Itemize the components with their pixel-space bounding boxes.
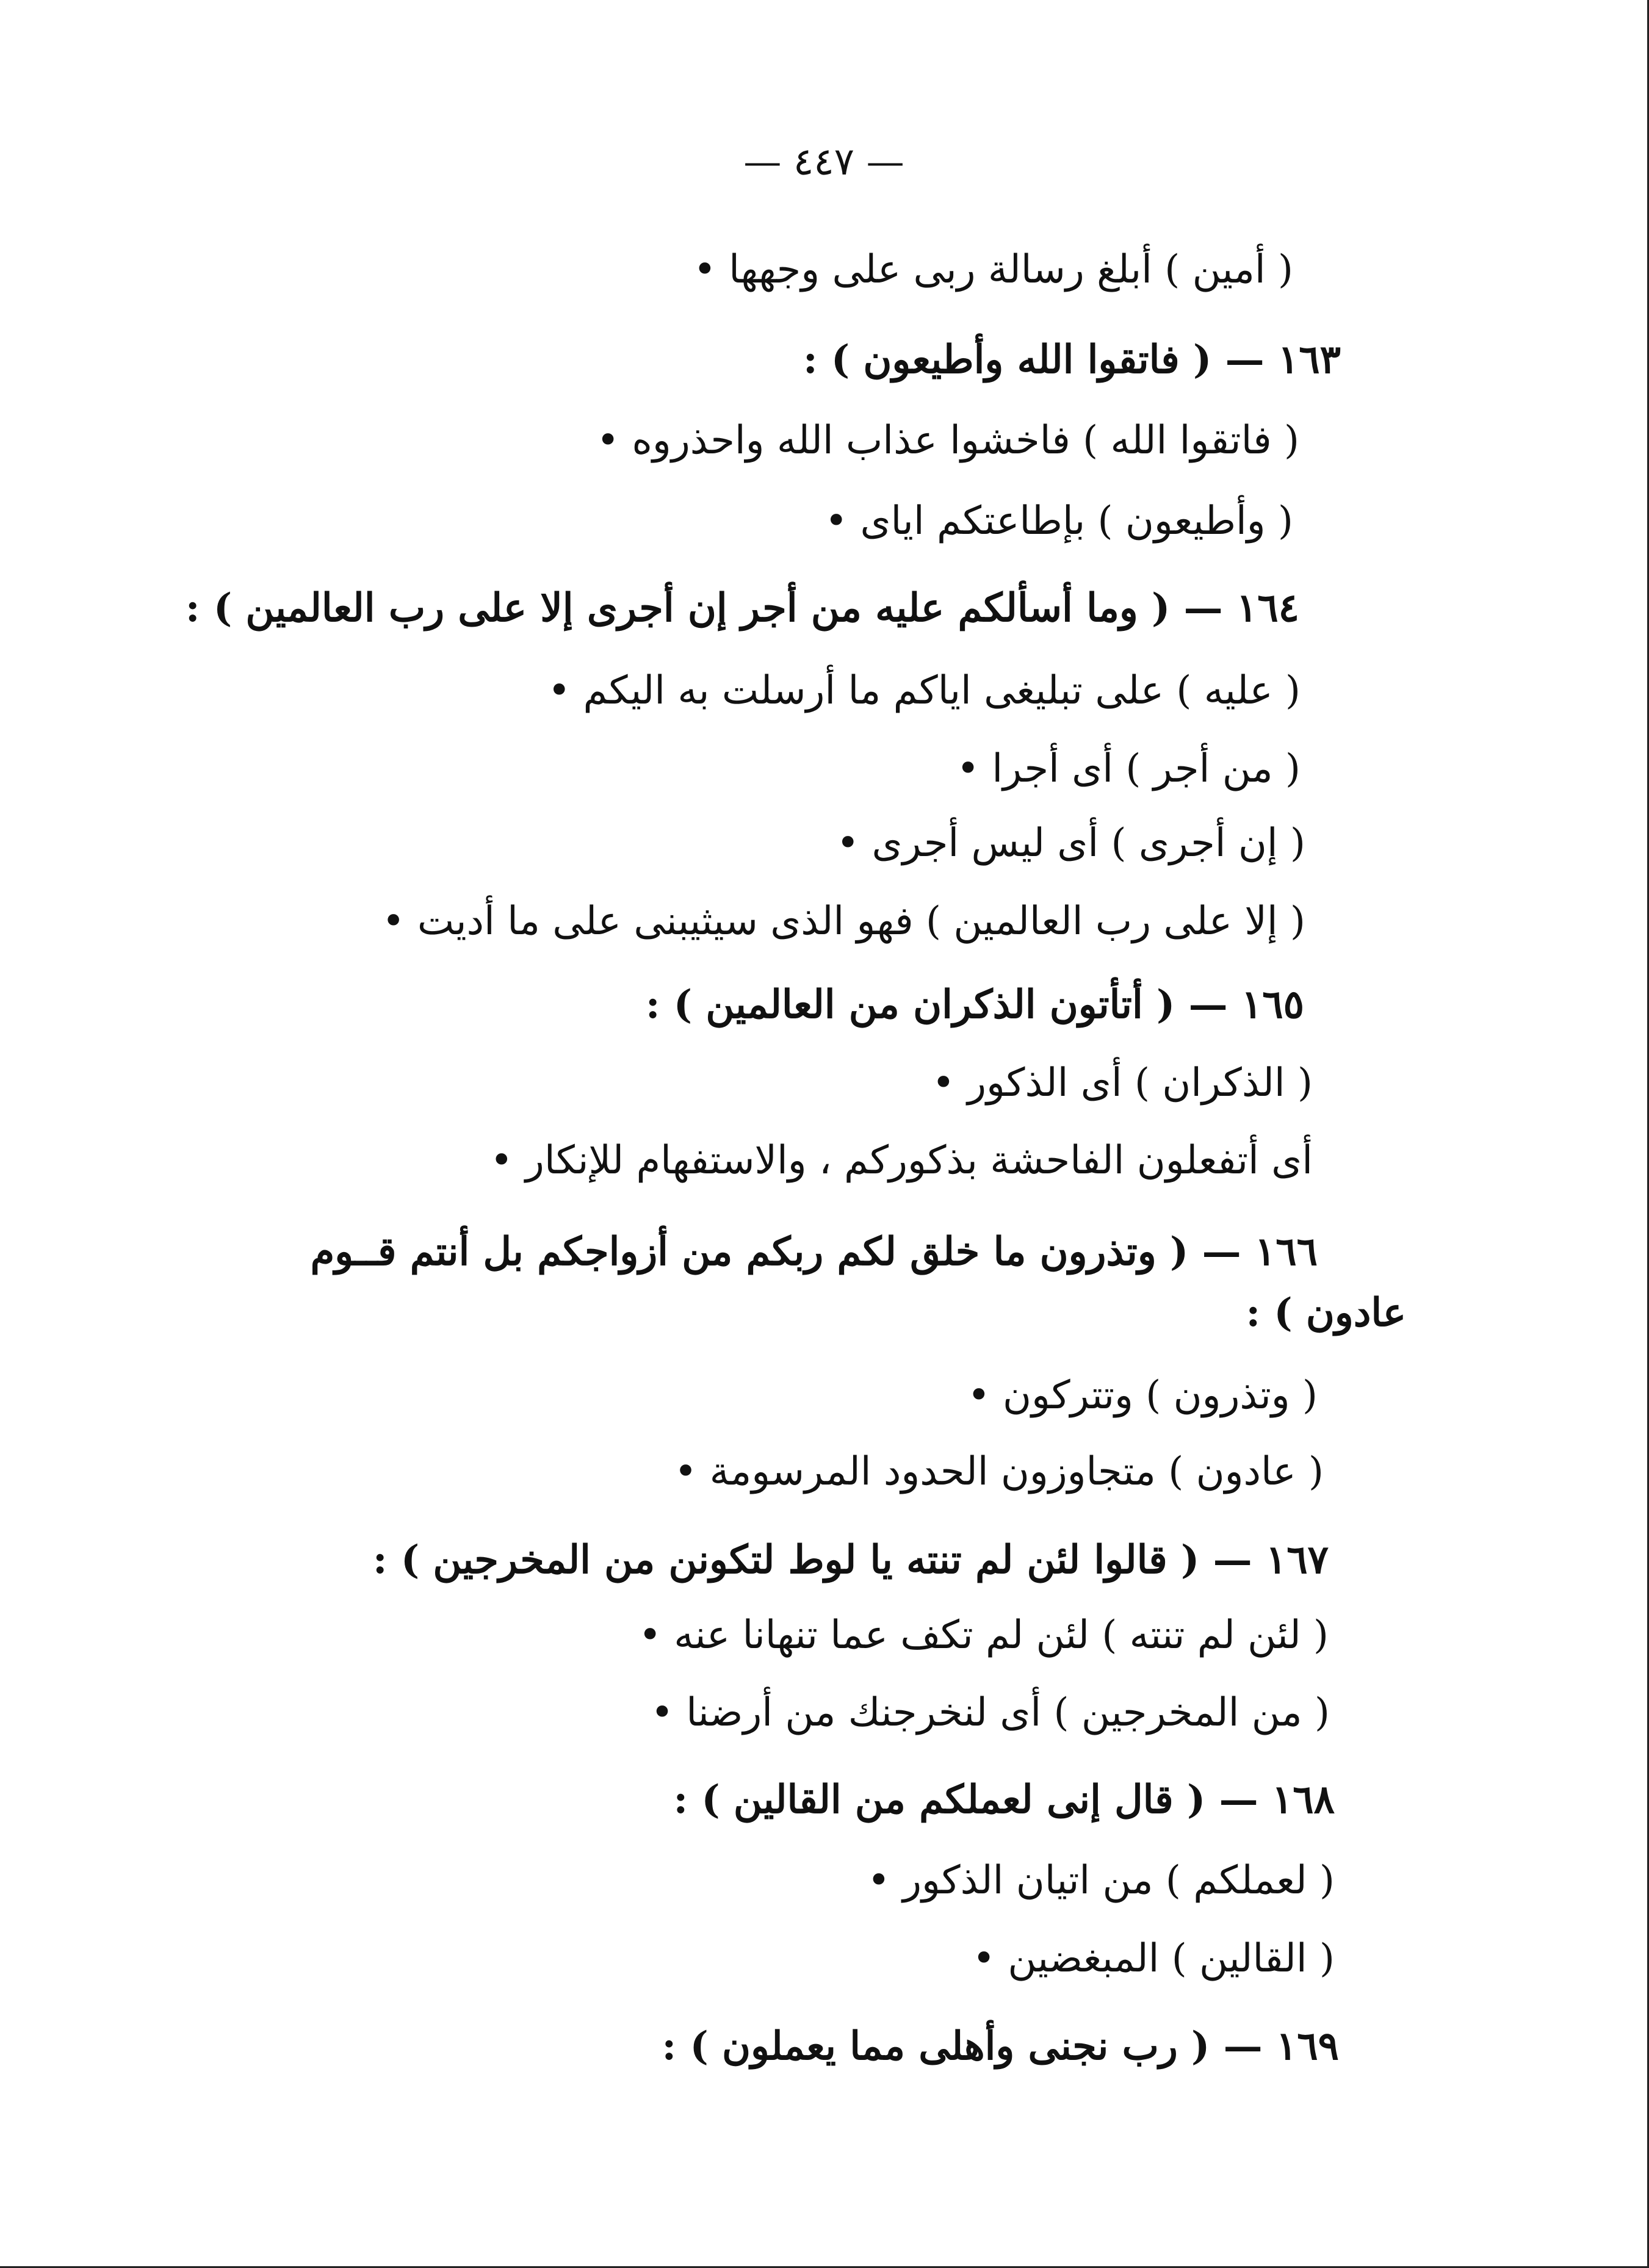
verse-heading: ١٦٣ — ( فاتقوا الله وأطيعون ) : (803, 337, 1341, 383)
text-line: ( القالين ) المبغضين • (972, 1936, 1335, 1981)
verse-heading: ١٦٧ — ( قالوا لئن لم تنته يا لوط لتكونن من المخرجين ) : (372, 1537, 1329, 1583)
text-line: ( من أجر ) أى أجرا • (956, 746, 1301, 791)
text-line: ( وتذرون ) وتتركون • (967, 1373, 1318, 1418)
verse-heading: ١٦٨ — ( قال إنى لعملكم من القالين ) : (673, 1777, 1335, 1823)
verse-heading: ١٦٥ — ( أتأتون الذكران من العالمين ) : (645, 982, 1304, 1028)
text-line: ( عليه ) على تبليغى اياكم ما أرسلت به اليكم • (547, 668, 1301, 713)
verse-heading-continuation: عادون ) : (1246, 1290, 1406, 1336)
text-line: ( وأطيعون ) بإطاعتكم اياى • (824, 499, 1293, 544)
verse-heading: ١٦٤ — ( وما أسألكم عليه من أجر إن أجرى إلا على رب العالمين ) : (185, 585, 1299, 631)
text-line: ( من المخرجين ) أى لنخرجنك من أرضنا • (651, 1690, 1330, 1735)
text-line: ( إلا على رب العالمين ) فهو الذى سيثيبنى على ما أديت • (381, 899, 1305, 944)
text-line: أى أتفعلون الفاحشة بذكوركم ، والاستفهام للإنكار • (489, 1138, 1313, 1183)
text-line: ( أمين ) أبلغ رسالة ربى على وجهها • (693, 247, 1293, 292)
verse-heading: ١٦٩ — ( رب نجنى وأهلى مما يعملون ) : (662, 2023, 1339, 2069)
text-line: ( فاتقوا الله ) فاخشوا عذاب الله واحذروه • (596, 418, 1299, 463)
text-line: ( لئن لم تنته ) لئن لم تكف عما تنهانا عنه • (638, 1613, 1329, 1658)
text-line: ( الذكران ) أى الذكور • (931, 1060, 1313, 1106)
verse-heading: ١٦٦ — ( وتذرون ما خلق لكم ربكم من أزواجكم بل أنتم قــوم (310, 1229, 1318, 1275)
text-line: ( إن أجرى ) أى ليس أجرى • (836, 821, 1305, 866)
text-line: ( لعملكم ) من اتيان الذكور • (867, 1858, 1335, 1903)
text-line: ( عادون ) متجاوزون الحدود المرسومة • (674, 1449, 1324, 1494)
page-number: — ٤٤٧ — (743, 139, 904, 184)
